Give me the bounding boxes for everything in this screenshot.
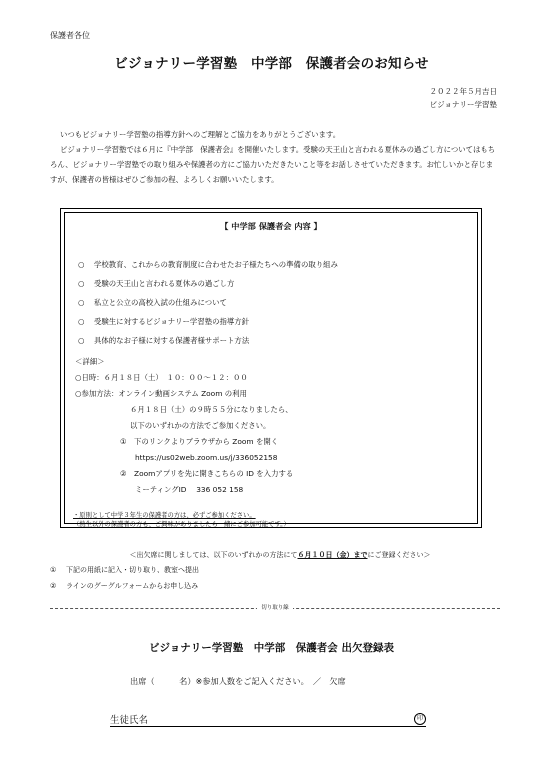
notes: [73, 511, 290, 529]
method-time: ６月１８日（土）の９時５５分になりましたら、: [130, 405, 293, 414]
sender: ビジョナリー学習塾: [429, 100, 497, 109]
form-title: ビジョナリー学習塾 中学部 保護者会 出欠登録表: [149, 642, 394, 654]
details-header: ＜詳細＞: [75, 357, 105, 366]
issue-date: ２０２２年５月吉日: [429, 87, 497, 96]
cut-line-label: 切り取り線: [257, 605, 293, 611]
meeting-content-box: [60, 208, 482, 528]
circle-bullet-icon: ○: [78, 298, 85, 307]
details-section: [75, 356, 293, 500]
circle-bullet-icon: ○: [78, 336, 85, 345]
agenda-item: ○ 学校教育、これからの教育制度に合わせたお子様たちへの準備の取り組み: [78, 260, 338, 269]
intro-text: [50, 127, 500, 187]
student-name-field[interactable]: [110, 712, 426, 727]
student-name-label: 生徒氏名: [110, 715, 149, 726]
agenda-item: ○ 私立と公立の高校入試の仕組みについて: [78, 298, 227, 307]
note-required: ・原則として中学３年生の保護者の方は、必ずご参加ください。: [73, 512, 256, 519]
agenda-item: ○ 具体的なお子様に対する保護者様サポート方法: [78, 336, 250, 345]
agenda-item: ○ 受験の天王山と言われる夏休みの過ごし方: [78, 279, 235, 288]
cut-line: [50, 603, 500, 613]
intro-paragraph: ビジョナリー学習塾では６月に『中学部 保護者会』を開催いたします。受験の天王山と言われる夏休みの過ごし方についてはもちろん、ビジョナリー学習塾での取り組みや保護者の方にご協力いただきたいこと等をお話しさせていただきます。お忙しいかと存じますが、保護者の皆様はぜひご参加の程、よろしくお願いいたします。: [50, 145, 496, 184]
intro-paragraph: いつもビジョナリー学習塾の指導方針へのご理解とご協力をありがとうございます。: [60, 130, 341, 139]
circle-bullet-icon: ○: [78, 279, 85, 288]
option-browser: ① 下のリンクよりブラウザから Zoom を開く: [120, 437, 279, 446]
submission-method: ① 下記の用紙に記入・切り取り、教室へ提出: [50, 566, 199, 574]
meeting-id: ミーティングID 336 052 158: [135, 485, 244, 494]
page-title: ビジョナリー学習塾 中学部 保護者会のお知らせ: [114, 56, 429, 72]
deadline-notice: ＜出欠席に関しましては、以下のいずれかの方法にて６月１０日（金）までにご登録ください＞: [129, 551, 431, 559]
circle-bullet-icon: ○: [78, 260, 85, 269]
zoom-link[interactable]: https://us02web.zoom.us/j/336052158: [135, 453, 278, 462]
deadline-date: ６月１０日（金）まで: [297, 551, 368, 559]
participation-method: ○参加方法：オンライン動画システム Zoom の利用: [75, 389, 247, 398]
seal-icon: 印: [414, 713, 426, 725]
circle-bullet-icon: ○: [78, 317, 85, 326]
submission-method: ② ラインのグーグルフォームからお申し込み: [50, 582, 199, 590]
method-instruction: 以下のいずれかの方法でご参加ください。: [130, 421, 271, 430]
box-title: 【 中学部 保護者会 内容 】: [220, 221, 322, 231]
attendance-field[interactable]: 出席（ 名）※参加人数をご記入ください。 ／ 欠席: [130, 676, 346, 686]
meeting-content-frame: [64, 212, 478, 528]
agenda-item: ○ 受験生に対するビジョナリー学習塾の指導方針: [78, 317, 250, 326]
addressee: 保護者各位: [50, 31, 90, 40]
note-optional: （熱生以外の保護者の方も、ご興味がありましたら一緒にご参加可能です。）: [73, 521, 290, 528]
option-app: ② Zoomアプリを先に開きこちらの ID を入力する: [120, 469, 294, 478]
datetime: ○日時：６月１８日（土） １０：００～１２：００: [75, 373, 248, 382]
agenda-list: [78, 259, 338, 354]
